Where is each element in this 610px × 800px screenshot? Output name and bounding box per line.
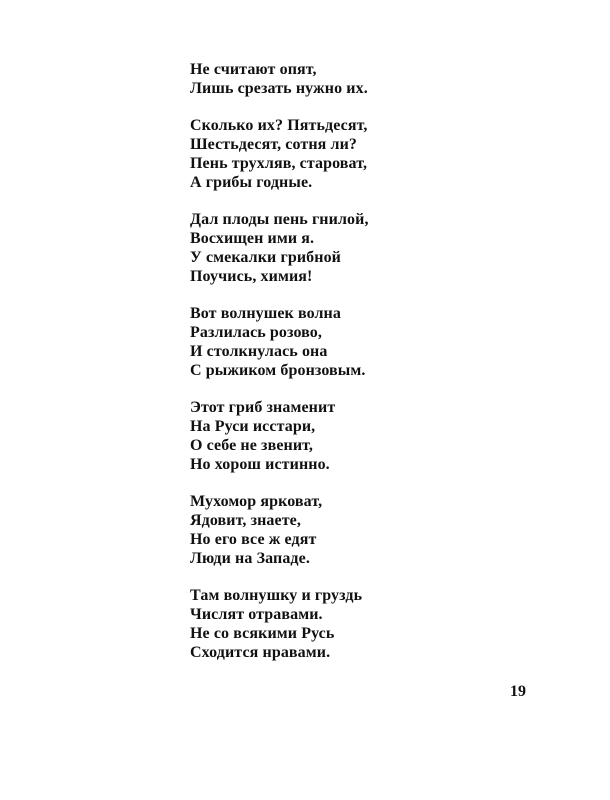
poem-line: Там волнушку и груздь [190,587,363,604]
poem-line: Ядовит, знаете, [190,512,301,529]
poem-line: Сходится нравами. [190,644,331,661]
poem-line: Разлилась розово, [190,324,323,341]
poem-line: Шестьдесят, сотня ли? [190,136,358,153]
poem-line: Сколько их? Пятьдесят, [190,117,368,134]
stanza-6 [190,492,550,568]
stanza-2 [190,116,550,192]
stanza-7 [190,586,550,662]
poem-line: Дал плоды пень гнилой, [190,211,369,228]
poem-line: О себе не звенит, [190,437,314,454]
poem-line: А грибы годные. [190,174,313,191]
poem-text [190,60,550,680]
stanza-4 [190,304,550,380]
poem-line: Но хорош истинно. [190,456,330,473]
poem-line: Лишь срезать нужно их. [190,80,368,97]
stanza-1 [190,60,550,98]
poem-line: С рыжиком бронзовым. [190,362,366,379]
poem-line: Числят отравами. [190,606,323,623]
stanza-3 [190,210,550,286]
poem-line: На Руси исстари, [190,418,316,435]
poem-line: Вот волнушек волна [190,305,341,322]
poem-line: Поучись, химия! [190,268,313,285]
poem-line: Пень трухляв, староват, [190,155,368,172]
page-number: 19 [510,683,526,700]
poem-line: Этот гриб знаменит [190,399,336,416]
stanza-5 [190,398,550,474]
poem-line: И столкнулась она [190,343,328,360]
poem-line: Но его все ж едят [190,531,317,548]
poem-line: Люди на Западе. [190,550,310,567]
poem-line: Восхищен ими я. [190,230,315,247]
poem-line: Не считают опят, [190,61,317,78]
poem-line: У смекалки грибной [190,249,341,266]
poem-line: Мухомор ярковат, [190,493,323,510]
poem-line: Не со всякими Русь [190,625,335,642]
